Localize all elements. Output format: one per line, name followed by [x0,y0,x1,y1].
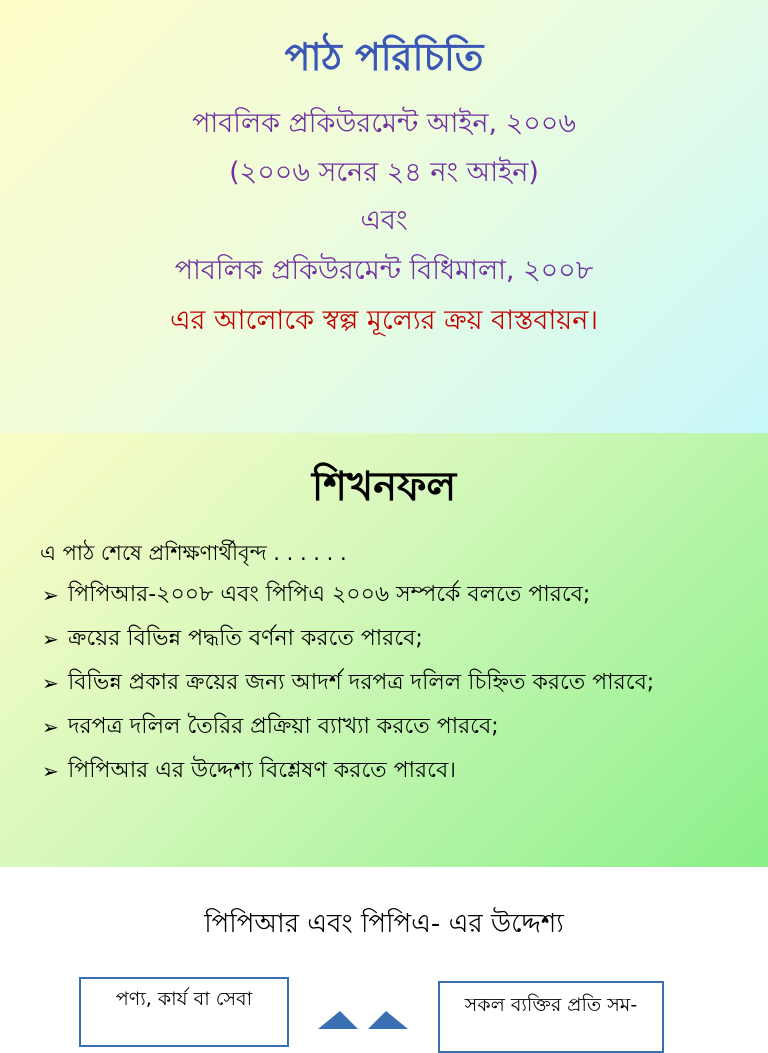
highlight-line: এর আলোকে স্বল্প মূল্যের ক্রয় বাস্তবায়ন। [170,305,598,336]
list-item [42,705,654,749]
act-number-line: (২০০৬ সনের ২৪ নং আইন) [229,157,539,188]
double-arrow-icon [318,1009,408,1029]
list-item [42,573,654,617]
list-item-text: ক্রয়ের বিভিন্ন পদ্ধতি বর্ণনা করতে পারবে; [68,625,423,651]
objective-box-left: পণ্য, কার্য বা সেবা [79,977,289,1047]
outcomes-list [42,573,654,793]
objectives-title: পিপিআর এবং পিপিএ- এর উদ্দেশ্য [204,909,564,939]
arrow-right-icon: ➢ [42,583,59,607]
conjunction-line: এবং [360,205,408,236]
rules-line: পাবলিক প্রকিউরমেন্ট বিধিমালা, ২০০৮ [174,255,594,286]
double-arrow-left-head [318,1011,358,1029]
arrow-right-icon: ➢ [42,671,59,695]
intro-slide [0,0,768,433]
page-title: পাঠ পরিচিতি [284,35,484,79]
list-item-text: দরপত্র দলিল তৈরির প্রক্রিয়া ব্যাখ্যা করতে পারবে; [68,713,499,739]
outcomes-title: শিখনফল [311,464,457,510]
act-line: পাবলিক প্রকিউরমেন্ট আইন, ২০০৬ [192,108,576,139]
list-item-text: পিপিআর-২০০৮ এবং পিপিএ ২০০৬ সম্পর্কে বলতে পারবে; [68,581,591,607]
list-item-text: বিভিন্ন প্রকার ক্রয়ের জন্য আদর্শ দরপত্র দলিল চিহ্নিত করতে পারবে; [68,669,655,695]
arrow-right-icon: ➢ [42,715,59,739]
list-item-text: পিপিআর এর উদ্দেশ্য বিশ্লেষণ করতে পারবে। [68,757,457,783]
arrow-right-icon: ➢ [42,759,59,783]
double-arrow-right-head [368,1011,408,1029]
list-item [42,661,654,705]
outcomes-slide [0,433,768,867]
list-item [42,749,654,793]
outcomes-intro: এ পাঠ শেষে প্রশিক্ষণার্থীবৃন্দ . . . . . . [40,541,347,565]
arrow-right-icon: ➢ [42,627,59,651]
objectives-slide [0,867,768,1024]
objective-box-right: সকল ব্যক্তির প্রতি সম- [438,981,664,1053]
list-item [42,617,654,661]
